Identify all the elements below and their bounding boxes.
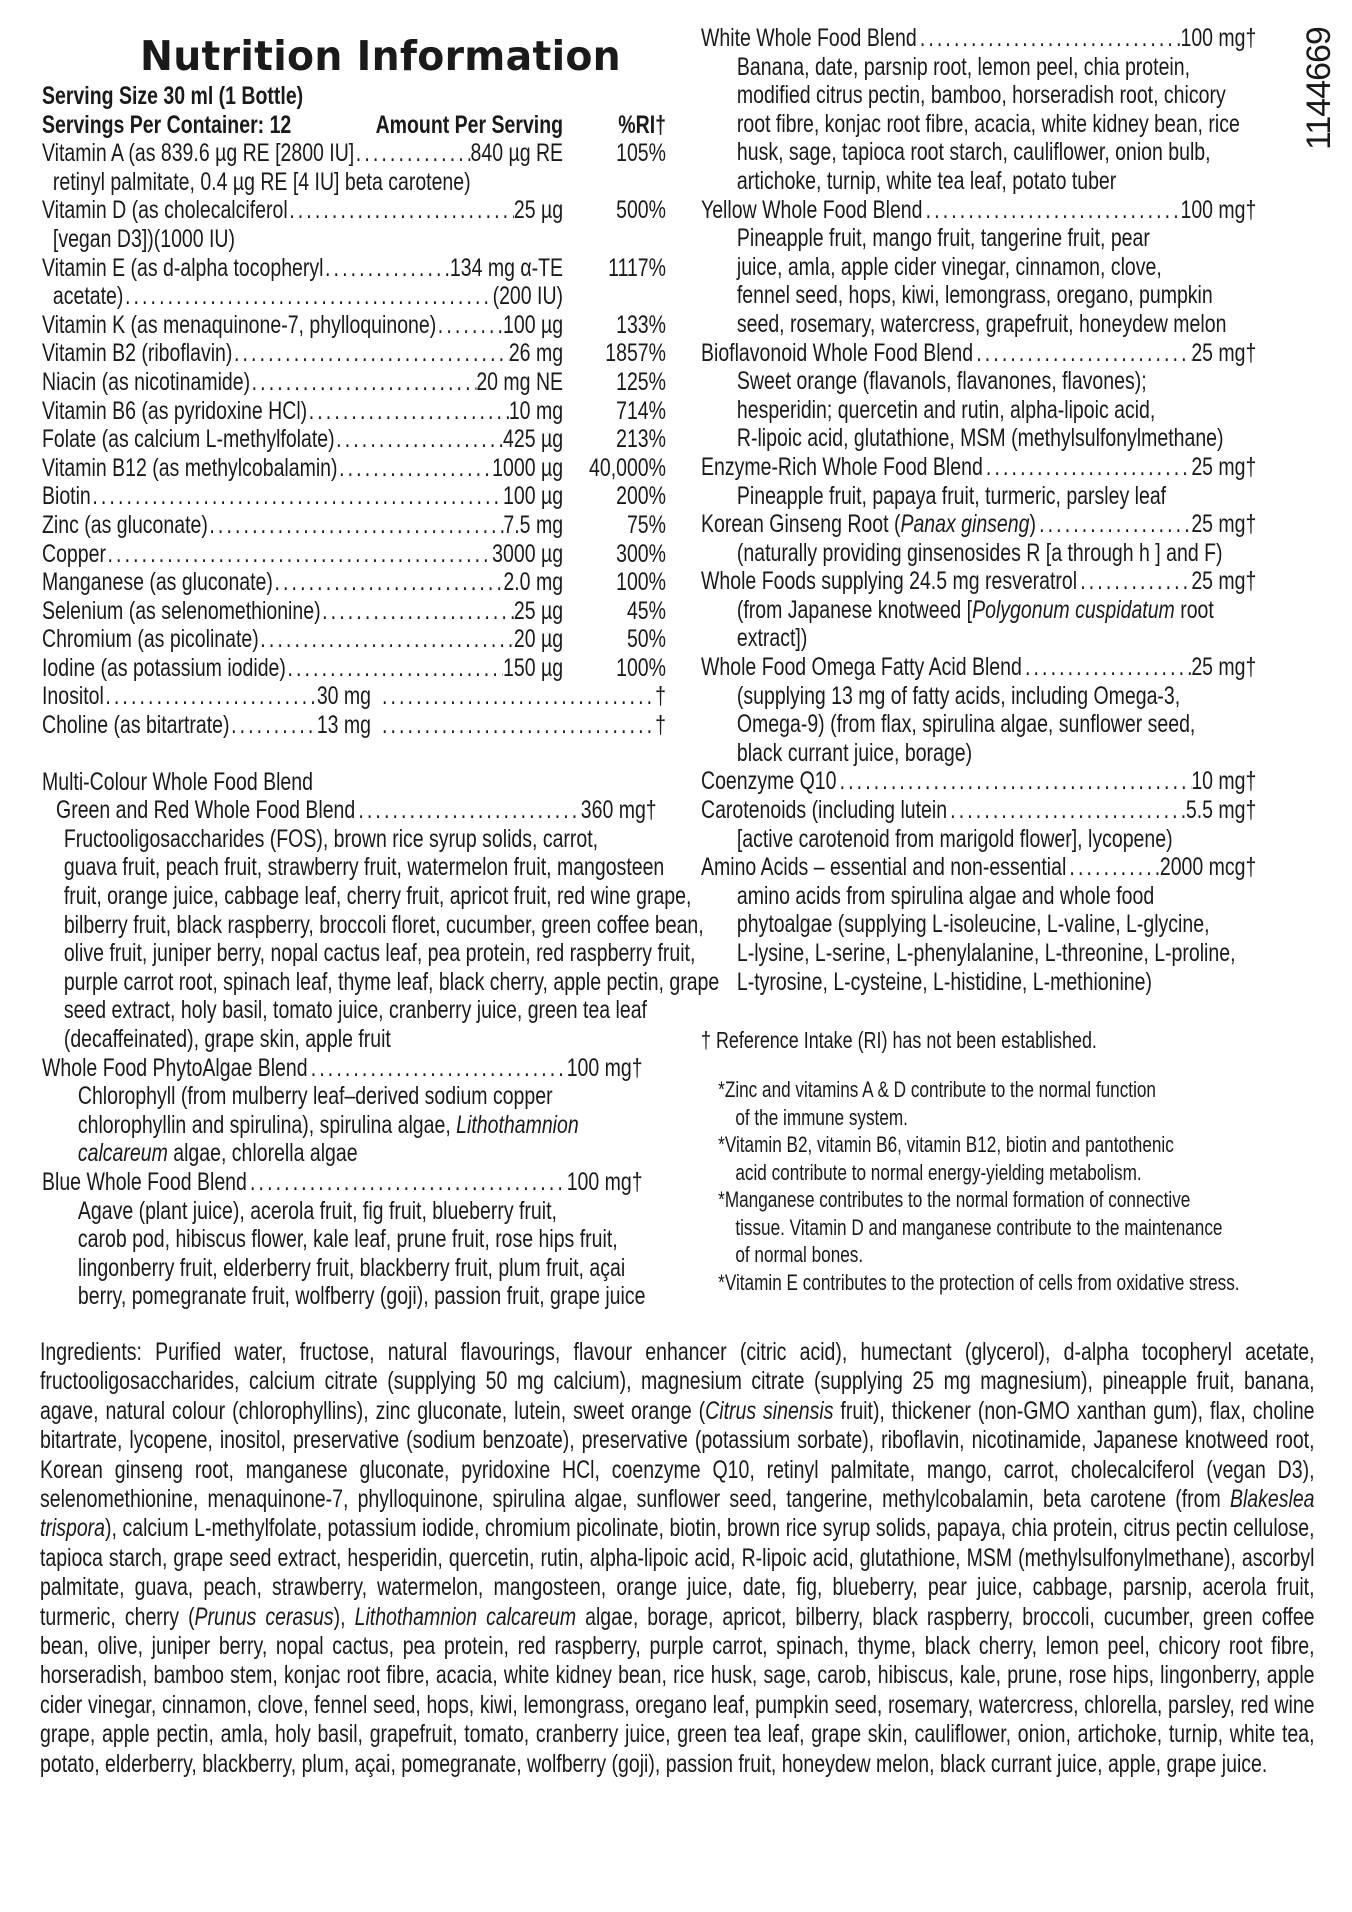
leader-dots [973, 339, 1191, 368]
leader-dots [232, 339, 508, 368]
blend-ingredients: artichoke, turnip, white tea leaf, potato tuber [736, 166, 1117, 195]
leader-dots [308, 1054, 567, 1083]
blend-ingredients: R-lipoic acid, glutathione, MSM (methylsulfonylmethane) [736, 424, 1224, 453]
nutrient-name: Inositol [42, 682, 104, 711]
blend-row [701, 567, 1256, 596]
nutrient-name: Vitamin D (as cholecalciferol [42, 196, 288, 225]
nutrient-ri: 40,000% [589, 453, 666, 482]
ingredients-text: algae, borage, apricot, bilberry, black raspberry, broccoli, cucumber, green coffee bean, olive, juniper berry, nopal cactus, pea protein, red raspberry, purple carrot, spinach, thyme, black cherry, lemon peel, chicory root fibre, horseradish, bamboo stem, konjac root fibre, acacia, white kidney bean, rice husk, sage, carob, hibiscus, kale, prune, rose hips, lingonberry, apple cider vinegar, cinnamon, clove, fennel seed, hops, kiwi, lemongrass, oregano leaf, pumpkin seed, rosemary, watercress, chlorella, parsley, red wine grape, apple pectin, amla, holy basil, grapefruit, tomato, cranberry juice, green tea leaf, grape skin, cauliflower, onion, artichoke, turnip, white tea, potato, elderberry, blackberry, plum, açai, pomegranate, wolfberry (goji), passion fruit, honeydew melon, black currant juice, apple, grape juice. [40, 1602, 1315, 1778]
nutrient-row [42, 568, 666, 597]
nutrient-ri: 125% [616, 367, 666, 396]
blend-name-text: Korean Ginseng Root ( [701, 510, 901, 539]
nutrient-name: Vitamin B6 (as pyridoxine HCl) [42, 396, 308, 425]
blend-name: Carotenoids (including lutein [701, 796, 948, 825]
spacer [563, 282, 666, 311]
nutrient-row [42, 597, 666, 626]
nutrient-row [42, 540, 666, 569]
health-claim [718, 1186, 1270, 1269]
ingredients-text: Ingredients: Purified water, fructose, natural flavourings, flavour enhancer (citric acid), humectant (glycerol), d-alpha tocopheryl acetate, fructooligosaccharides, calcium citrate (supplying 50 mg calcium), magnesium citrate (supplying 25 mg magnesium), pineapple fruit, banana, agave, natural colour (chlorophyllins), zinc gluconate, lutein, sweet orange ( [40, 1338, 1315, 1425]
leader-dots [321, 597, 514, 626]
nutrient-row [42, 625, 666, 654]
blend-ingredients: Agave (plant juice), acerola fruit, fig fruit, blueberry fruit, [77, 1196, 557, 1225]
blend-amount: 100 mg† [566, 1167, 643, 1196]
claim-line [718, 1186, 1270, 1214]
nutrient-amount: 7.5 mg [503, 510, 564, 539]
blend-ingredients: phytoalgae (supplying L-isoleucine, L-valine, L-glycine, [736, 910, 1210, 939]
ingredients-text: fruit), thickener (non-GMO xanthan gum), flax, choline bitartrate, lycopene, inositol, preservative (sodium benzoate), preservative (potassium sorbate), riboflavin, nicotinamide, Japanese knotweed root, Korean ginseng root, manganese gluconate, pyridoxine HCl, coenzyme Q10, retinyl palmitate, mango, carrot, cholecalciferol (vegan D3), selenomethionine, menaquinone-7, phylloquinone, spirulina algae, sunflower seed, tangerine, methylcobalamin, beta carotene (from [40, 1396, 1315, 1514]
blend-name: Yellow Whole Food Blend [701, 195, 923, 224]
leader-dots [286, 654, 503, 683]
leader-dots [371, 711, 655, 740]
leader-dots [288, 196, 514, 225]
claim-line: of normal bones. [735, 1242, 864, 1268]
nutrient-name: Niacin (as nicotinamide) [42, 367, 251, 396]
blend-row [701, 653, 1256, 682]
nutrient-amount: 25 µg [513, 596, 564, 625]
blend-row [701, 453, 1256, 482]
nutrient-row [42, 654, 666, 683]
blend-ingredients: husk, sage, tapioca root starch, cauliflower, onion bulb, [736, 138, 1211, 167]
blend-row [701, 510, 1256, 539]
leader-dots [230, 711, 317, 740]
leader-dots [106, 540, 492, 569]
blend-ingredients-italic: Lithothamnion [456, 1110, 579, 1139]
blend-amount: 25 mg† [1191, 452, 1257, 481]
blend-name: Blue Whole Food Blend [42, 1167, 247, 1196]
leader-dots [104, 682, 317, 711]
asterisk: * [718, 1132, 725, 1158]
blend-ingredients: extract]) [736, 624, 808, 653]
leader-dots [923, 196, 1181, 225]
blend-ingredients: (decaffeinated), grape skin, apple fruit [63, 1025, 391, 1053]
nutrient-ri: 714% [616, 396, 666, 425]
blend-amount: 100 mg† [1180, 195, 1257, 224]
nutrient-column [42, 82, 720, 1311]
blend-row [701, 853, 1256, 882]
leader-dots [355, 796, 581, 825]
blend-ingredients: L-lysine, L-serine, L-phenylalanine, L-threonine, L-proline, [736, 939, 1236, 967]
nutrient-ri: 213% [616, 425, 666, 454]
nutrient-amount: 840 µg RE [470, 139, 564, 168]
nutrient-name: Manganese (as gluconate) [42, 568, 273, 597]
health-claim [718, 1269, 1270, 1297]
blend-ingredients: [active carotenoid from marigold flower], lycopene) [736, 824, 1173, 853]
blend-name-text: ) [1029, 510, 1036, 539]
table-header [42, 111, 666, 140]
blend-ingredients: carob pod, hibiscus flower, kale leaf, prune fruit, rose hips fruit, [77, 1225, 618, 1254]
nutrient-name: Chromium (as picolinate) [42, 625, 259, 654]
nutrient-amount: 20 µg [513, 625, 564, 654]
blend-ingredients: purple carrot root, spinach leaf, thyme leaf, black cherry, apple pectin, grape [63, 967, 720, 996]
blend-ingredients: Omega-9) (from flax, spirulina algae, sunflower seed, [736, 710, 1196, 739]
leader-dots [947, 796, 1186, 825]
claim-line: tissue. Vitamin D and manganese contribute to the maintenance [735, 1214, 1223, 1240]
nutrient-amount: 150 µg [503, 653, 564, 682]
leader-dots [91, 482, 503, 511]
nutrient-amount: 13 mg [316, 711, 372, 740]
nutrient-amount: 20 mg NE [476, 367, 564, 396]
nutrient-name: Biotin [42, 482, 91, 511]
nutrient-name: Vitamin B12 (as methylcobalamin) [42, 453, 338, 482]
blend-ingredients: amino acids from spirulina algae and whole food [736, 881, 1155, 910]
nutrient-row [42, 482, 666, 511]
blend-row [701, 24, 1256, 53]
leader-dots [436, 311, 503, 340]
nutrient-row [42, 196, 666, 225]
blend-name: Green and Red Whole Food Blend [56, 796, 356, 825]
blend-ingredients [42, 1111, 666, 1140]
nutrient-ri: 1117% [608, 253, 666, 282]
blend-amount: 100 mg† [1180, 24, 1257, 52]
blend-ingredients: fruit, orange juice, cabbage leaf, cherry fruit, apricot fruit, red wine grape, [63, 882, 692, 911]
nutrient-name: Vitamin E (as d-alpha tocopheryl [42, 253, 324, 282]
blend-ingredients: hesperidin; quercetin and rutin, alpha-lipoic acid, [736, 395, 1156, 424]
leader-dots [983, 453, 1192, 482]
servings-per-container: Servings Per Container: 12 [42, 110, 292, 139]
claim-line [718, 1131, 1270, 1159]
asterisk: * [718, 1269, 725, 1295]
nutrient-amount: 26 mg [508, 339, 564, 368]
asterisk: * [718, 1187, 725, 1213]
blend-row [701, 339, 1256, 368]
nutrient-ri [371, 682, 666, 711]
leader-dots [371, 682, 655, 711]
multi-colour-heading: Multi-Colour Whole Food Blend [42, 767, 313, 796]
blend-ingredients-text: root [1174, 595, 1214, 624]
blend-ingredients: lingonberry fruit, elderberry fruit, blackberry fruit, plum fruit, açai [77, 1253, 626, 1282]
blend-name: Amino Acids – essential and non-essential [701, 853, 1067, 882]
blend-ingredients [42, 1139, 666, 1168]
blend-amount: 25 mg† [1191, 338, 1257, 367]
claim-line: acid contribute to normal energy-yielding metabolism. [735, 1159, 1142, 1185]
nutrient-name: Vitamin B2 (riboflavin) [42, 339, 233, 368]
nutrient-source: acetate) [52, 282, 124, 311]
blend-ingredients: juice, amla, apple cider vinegar, cinnamon, clove, [736, 252, 1162, 281]
leader-dots [335, 425, 503, 454]
blend-ingredients: Pineapple fruit, mango fruit, tangerine fruit, pear [736, 224, 1150, 253]
page-title: Nutrition Information [140, 32, 621, 80]
leader-dots [1036, 510, 1191, 539]
blend-ingredients: Pineapple fruit, papaya fruit, turmeric, parsley leaf [736, 481, 1167, 510]
nutrient-amount: 100 µg [503, 482, 564, 511]
claim-text: Manganese contributes to the normal formation of connective [724, 1187, 1191, 1213]
nutrient-amount: 1000 µg [492, 453, 564, 482]
blend-row [42, 1168, 643, 1197]
nutrient-row-cont [42, 282, 666, 311]
blend-list-left [42, 796, 720, 1311]
ingredients-paragraph [40, 1338, 1315, 1779]
leader-dots [123, 282, 492, 311]
nutrient-name: Vitamin A (as 839.6 µg RE [2800 IU] [42, 139, 355, 168]
nutrient-row [42, 511, 666, 540]
nutrient-row [42, 339, 666, 368]
leader-dots [273, 568, 504, 597]
nutrient-ri: 133% [616, 310, 666, 339]
blend-ingredients: fennel seed, hops, kiwi, lemongrass, oregano, pumpkin [736, 281, 1213, 310]
nutrient-ri: 1857% [605, 339, 666, 368]
ingredients-italic: Lithothamnion calcareum [354, 1602, 577, 1631]
blend-ingredients: (naturally providing ginsenosides R [a through h ] and F) [736, 538, 1223, 567]
nutrient-amount: 10 mg [508, 396, 564, 425]
nutrient-name: Iodine (as potassium iodide) [42, 653, 286, 682]
nutrient-ri: 100% [616, 653, 666, 682]
amount-header: Amount Per Serving [375, 110, 564, 139]
blend-ingredients: bilberry fruit, black raspberry, broccoli floret, cucumber, green coffee bean, [63, 910, 704, 939]
health-claim [718, 1131, 1270, 1186]
blend-row [42, 1054, 643, 1083]
nutrient-amount: 25 µg [513, 196, 564, 225]
blend-name: Whole Food Omega Fatty Acid Blend [701, 653, 1022, 682]
leader-dots [1022, 653, 1191, 682]
blend-ingredients: black currant juice, borage) [736, 738, 973, 767]
blend-ingredients: seed extract, holy basil, tomato juice, cranberry juice, green tea leaf [63, 996, 647, 1025]
nutrient-ri: 45% [626, 596, 666, 625]
blend-name: Whole Food PhytoAlgae Blend [42, 1053, 308, 1082]
nutrient-ri: 500% [616, 196, 666, 225]
blend-name-italic: Panax ginseng [900, 510, 1030, 539]
health-claims [701, 1076, 1270, 1296]
claim-text: Vitamin B2, vitamin B6, vitamin B12, biotin and pantothenic [724, 1132, 1174, 1158]
blend-name: Coenzyme Q10 [701, 767, 837, 796]
blend-column [701, 24, 1270, 1296]
leader-dots [917, 24, 1181, 53]
nutrient-row [42, 454, 666, 483]
nutrient-ri: 50% [626, 625, 666, 654]
nutrient-source: retinyl palmitate, 0.4 µg RE [4 IU] beta carotene) [52, 167, 471, 196]
blend-ingredients: root fibre, konjac root fibre, acacia, white kidney bean, rice [736, 109, 1240, 138]
blend-ingredients: olive fruit, juniper berry, nopal cactus leaf, pea protein, red raspberry fruit, [63, 939, 696, 968]
nutrient-amount-alt: (200 IU) [492, 282, 564, 311]
blend-amount: 25 mg† [1191, 653, 1257, 682]
nutrient-amount: 30 mg [316, 682, 372, 711]
nutrient-ri: 75% [626, 510, 666, 539]
health-claim [718, 1076, 1270, 1131]
blend-name: White Whole Food Blend [701, 24, 917, 52]
claim-line [718, 1269, 1270, 1297]
blend-row [701, 796, 1256, 825]
blend-name: Enzyme-Rich Whole Food Blend [701, 452, 983, 481]
claim-line: of the immune system. [735, 1104, 908, 1130]
blend-ingredients-text: algae, chlorella algae [173, 1139, 358, 1168]
leader-dots [247, 1168, 567, 1197]
blend-amount: 25 mg† [1191, 510, 1257, 539]
nutrient-row [42, 711, 666, 740]
ingredients-text: ), calcium L-methylfolate, potassium iodide, chromium picolinate, biotin, brown rice syrup solids, papaya, chia protein, citrus pectin cellulose, tapioca starch, grape seed extract, hesperidin, quercetin, rutin, alpha-lipoic acid, R-lipoic acid, glutathione, MSM (methylsulfonylmethane), ascorbyl palmitate, guava, peach, strawberry, watermelon, mangosteen, orange juice, date, fig, blueberry, pear juice, cabbage, parsnip, acerola fruit, turmeric, cherry ( [40, 1514, 1315, 1631]
nutrient-row [42, 397, 666, 426]
blend-ingredients-text: (from Japanese knotweed [ [736, 595, 973, 624]
blend-name [701, 510, 1036, 539]
claim-text: Zinc and vitamins A & D contribute to the normal function [724, 1077, 1156, 1103]
leader-dots [1066, 853, 1160, 882]
blend-ingredients-text: chlorophyllin and spirulina), spirulina algae, [77, 1110, 457, 1139]
ri-header: %RI† [618, 110, 666, 139]
leader-dots [250, 368, 476, 397]
leader-dots [338, 454, 493, 483]
blend-ingredients: (supplying 13 mg of fatty acids, including Omega-3, [736, 681, 1181, 710]
ingredients-italic: Citrus sinensis [705, 1396, 834, 1425]
blend-ingredients: L-tyrosine, L-cysteine, L-histidine, L-methionine) [736, 967, 1152, 996]
leader-dots [836, 767, 1191, 796]
blend-ingredients [701, 596, 1270, 625]
claim-text: Vitamin E contributes to the protection of cells from oxidative stress. [724, 1269, 1240, 1295]
blend-name: Bioflavonoid Whole Food Blend [701, 338, 974, 367]
nutrient-amount: 134 mg α-TE [449, 253, 564, 282]
dagger-mark: † [655, 682, 666, 711]
leader-dots [307, 397, 509, 426]
blend-amount: 360 mg† [580, 796, 657, 825]
nutrient-ri: 200% [616, 482, 666, 511]
dagger-mark: † [655, 711, 666, 740]
blend-amount: 100 mg† [566, 1053, 643, 1082]
nutrient-row [42, 682, 666, 711]
nutrient-amount: 2.0 mg [503, 568, 564, 597]
nutrient-name: Zinc (as gluconate) [42, 510, 208, 539]
blend-ingredients: Fructooligosaccharides (FOS), brown rice syrup solids, carrot, [63, 824, 599, 853]
serving-size: Serving Size 30 ml (1 Bottle) [42, 82, 304, 110]
nutrient-amount: 425 µg [503, 425, 564, 454]
blend-ingredients: seed, rosemary, watercress, grapefruit, honeydew melon [736, 309, 1227, 338]
claim-line [718, 1076, 1270, 1104]
nutrient-name: Copper [42, 539, 106, 568]
blend-ingredients: Chlorophyll (from mulberry leaf–derived sodium copper [77, 1082, 553, 1111]
blend-ingredients-italic: Polygonum cuspidatum [972, 595, 1175, 624]
nutrient-name: Choline (as bitartrate) [42, 711, 230, 740]
blend-row [701, 767, 1256, 796]
nutrient-row [42, 425, 666, 454]
nutrient-row [42, 368, 666, 397]
leader-dots [208, 511, 504, 540]
leader-dots [1077, 567, 1191, 596]
blend-ingredients: guava fruit, peach fruit, strawberry fruit, watermelon fruit, mangosteen [63, 853, 665, 882]
nutrient-name: Folate (as calcium L-methylfolate) [42, 425, 335, 454]
blend-amount: 5.5 mg† [1185, 796, 1257, 825]
nutrient-name: Selenium (as selenomethionine) [42, 596, 321, 625]
product-code: 1144669 [1300, 27, 1338, 150]
blend-ingredients-italic: calcareum [77, 1139, 168, 1168]
nutrient-ri: 105% [616, 139, 666, 168]
leader-dots [354, 139, 470, 168]
nutrient-amount: 100 µg [503, 310, 564, 339]
nutrient-row [42, 254, 666, 283]
nutrient-ri: 100% [616, 568, 666, 597]
ingredients-italic: Blakeslea trispora [40, 1485, 1315, 1543]
nutrient-name: Vitamin K (as menaquinone-7, phylloquinone) [42, 310, 437, 339]
ingredients-italic: Prunus cerasus [194, 1602, 334, 1631]
nutrient-amount: 3000 µg [492, 539, 564, 568]
leader-dots [259, 625, 514, 654]
blend-row [42, 796, 657, 825]
blend-row [701, 196, 1256, 225]
blend-ingredients: Banana, date, parsnip root, lemon peel, chia protein, [736, 52, 1191, 81]
asterisk: * [718, 1077, 725, 1103]
blend-list-right [701, 24, 1270, 996]
blend-ingredients: modified citrus pectin, bamboo, horseradish root, chicory [736, 81, 1226, 110]
ri-footnote: † Reference Intake (RI) has not been established. [701, 1027, 1097, 1054]
nutrient-row [42, 139, 666, 168]
blend-amount: 25 mg† [1191, 567, 1257, 596]
blend-ingredients: berry, pomegranate fruit, wolfberry (goji), passion fruit, grape juice [77, 1282, 646, 1311]
blend-amount: 10 mg† [1191, 767, 1257, 796]
blend-amount: 2000 mcg† [1159, 853, 1257, 882]
blend-name: Whole Foods supplying 24.5 mg resveratrol [701, 567, 1078, 596]
ingredients-text: ), [333, 1602, 355, 1631]
nutrient-ri: 300% [616, 539, 666, 568]
nutrient-list [42, 139, 666, 739]
blend-ingredients: Sweet orange (flavanols, flavanones, flavones); [736, 367, 1147, 396]
leader-dots [323, 254, 449, 283]
nutrient-source: [vegan D3])(1000 IU) [52, 224, 236, 253]
nutrient-ri [371, 711, 666, 740]
nutrient-row [42, 311, 666, 340]
